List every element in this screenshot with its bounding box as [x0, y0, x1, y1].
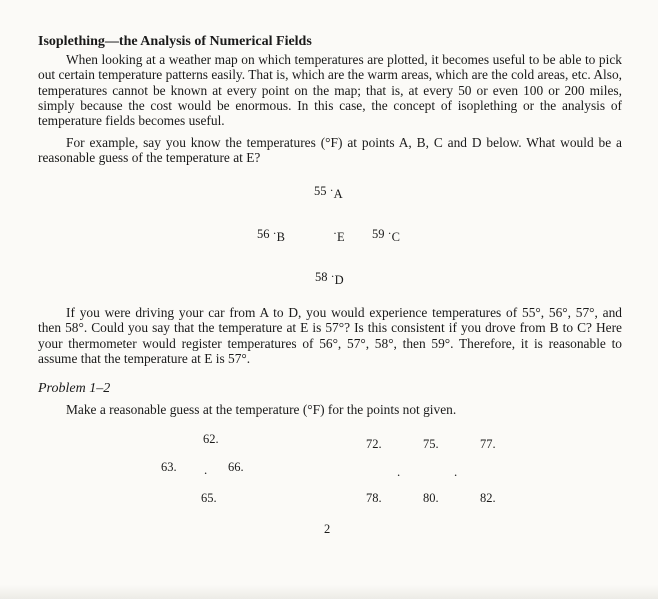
unknown-point: . — [397, 464, 401, 479]
point-a: 55 ·A — [314, 183, 343, 201]
unknown-point: . — [454, 464, 458, 479]
problem-prompt: Make a reasonable guess at the temperature (°F) for the points not given. — [66, 402, 457, 417]
grid-value: 82. — [480, 491, 496, 505]
point-c-value: 59 — [372, 227, 385, 241]
page-number: 2 — [324, 522, 331, 536]
point-a-label: A — [333, 187, 343, 201]
example-paragraph: For example, say you know the temperatures (°F) at points A, B, C and D below. What would be a reasonable guess of the temperature at E? — [38, 135, 622, 166]
point-d-label: D — [334, 273, 344, 287]
point-c-label: C — [391, 230, 400, 244]
grid-value: 75. — [423, 437, 439, 451]
point-a-value: 55 — [314, 184, 327, 198]
explanation-paragraph: If you were driving your car from A to D, you would experience temperatures of 55°, 56°, 57°, and then 58°. Could you say that the temperature at E is 57°? Is this consistent if you drove from B to C? Here your thermometer would register temperatures of 56°, 57°, 58°, then 59°. Therefore, it is reasonable to assume that the temperature at E is 57°. — [38, 305, 622, 366]
grid-value: 65. — [201, 491, 217, 505]
point-b-value: 56 — [257, 227, 270, 241]
grid-value: 77. — [480, 437, 496, 451]
point-c: 59 ·C — [372, 226, 400, 244]
grid-value: 72. — [366, 437, 382, 451]
grid-value: 63. — [161, 460, 177, 474]
point-b: 56 ·B — [257, 226, 285, 244]
problem-title: Problem 1–2 — [38, 381, 111, 396]
point-e-label: E — [337, 230, 345, 244]
point-d: 58 ·D — [315, 269, 344, 287]
point-e: ·E — [333, 226, 345, 244]
grid-value: 80. — [423, 491, 439, 505]
section-heading: Isoplething—the Analysis of Numerical Fields — [38, 34, 312, 49]
grid-value: 66. — [228, 460, 244, 474]
grid-value: 62. — [203, 432, 219, 446]
point-d-value: 58 — [315, 270, 328, 284]
grid-value: 78. — [366, 491, 382, 505]
unknown-point: . — [204, 462, 208, 477]
point-b-label: B — [276, 230, 285, 244]
intro-paragraph: When looking at a weather map on which temperatures are plotted, it becomes useful to be able to pick out certain temperature patterns easily. That is, which are the warm areas, which are the cold areas, etc. Also, temperatures cannot be known at every point on the map; that is, at every 50 or even 100 or 200 miles, simply because the cost would be enormous. In this case, the concept of isoplething or the analysis of temperature fields becomes useful. — [38, 52, 622, 129]
